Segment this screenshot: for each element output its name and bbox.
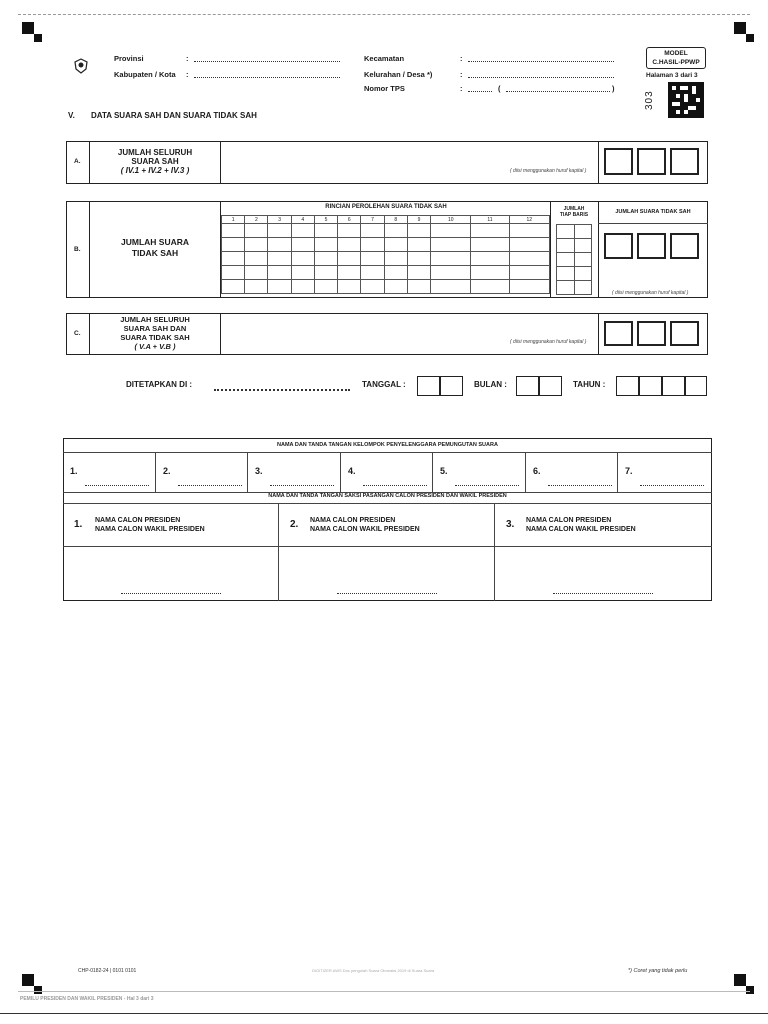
row-b-digit-tens[interactable] xyxy=(637,233,666,259)
provinsi-field[interactable] xyxy=(194,61,340,62)
row-a-title-1: JUMLAH SELURUH xyxy=(117,148,193,157)
col-header-9: 9 xyxy=(407,216,430,224)
rincian-cell[interactable] xyxy=(338,224,361,238)
row-c-title-3: SUARA TIDAK SAH xyxy=(120,333,190,342)
tps-label: Nomor TPS xyxy=(364,84,405,93)
jumlah-tiap-baris-cell[interactable] xyxy=(574,225,592,239)
jumlah-tiap-baris-grid xyxy=(556,224,592,295)
tps-paren-open: ( xyxy=(498,84,501,93)
row-b-digit-units[interactable] xyxy=(670,233,699,259)
col-header-2: 2 xyxy=(245,216,268,224)
rincian-cell[interactable] xyxy=(314,266,337,280)
rincian-cell[interactable] xyxy=(268,224,291,238)
kelurahan-field[interactable] xyxy=(468,77,614,78)
rincian-cell[interactable] xyxy=(471,224,509,238)
rincian-cell[interactable] xyxy=(471,252,509,266)
saksi-signature-3[interactable] xyxy=(553,593,653,594)
colon: : xyxy=(460,70,463,79)
kpu-logo-icon xyxy=(74,58,88,74)
saksi-signature-1[interactable] xyxy=(121,593,221,594)
kpps-member-number-7: 7. xyxy=(625,466,633,476)
rincian-cell[interactable] xyxy=(471,238,509,252)
rincian-cell[interactable] xyxy=(245,252,268,266)
col-header-4: 4 xyxy=(291,216,314,224)
page-bottom-rule xyxy=(0,1013,768,1014)
rincian-cell[interactable] xyxy=(431,280,471,294)
rincian-cell[interactable] xyxy=(314,238,337,252)
tanggal-digit-2[interactable] xyxy=(440,376,463,396)
colon: : xyxy=(460,84,463,93)
rincian-cell[interactable] xyxy=(314,224,337,238)
saksi-wakil-2: NAMA CALON WAKIL PRESIDEN xyxy=(310,526,420,533)
col-header-5: 5 xyxy=(314,216,337,224)
footer-bottom-line xyxy=(18,991,750,992)
row-c-digit-hundreds[interactable] xyxy=(604,321,633,346)
ditetapkan-label: DITETAPKAN DI : xyxy=(126,380,193,389)
rincian-cell[interactable] xyxy=(291,280,314,294)
jumlah-tiap-baris-cell[interactable] xyxy=(574,267,592,281)
rincian-cell[interactable] xyxy=(338,252,361,266)
kpps-member-signature-6[interactable] xyxy=(548,485,612,486)
jumlah-tiap-baris-cell[interactable] xyxy=(557,239,575,253)
tps-paren-close: ) xyxy=(612,84,615,93)
row-b-digit-header-line xyxy=(598,223,708,224)
rincian-cell[interactable] xyxy=(509,252,549,266)
saksi-cell-2 xyxy=(279,503,495,601)
tps-words-field[interactable] xyxy=(506,91,610,92)
kecamatan-label: Kecamatan xyxy=(364,54,405,63)
jumlah-tiap-baris-row xyxy=(557,225,592,239)
page-indicator: Halaman 3 dari 3 xyxy=(646,72,698,79)
row-c-title-4: ( V.A + V.B ) xyxy=(134,342,176,351)
kpps-member-signature-1[interactable] xyxy=(85,485,149,486)
jumlah-tiap-baris-row xyxy=(557,253,592,267)
rincian-cell[interactable] xyxy=(245,280,268,294)
jumlah-tiap-baris-row xyxy=(557,281,592,295)
kecamatan-field[interactable] xyxy=(468,61,614,62)
saksi-candidate-3 xyxy=(526,516,636,534)
row-a-letter: A. xyxy=(74,158,81,165)
jumlah-tiap-baris-row xyxy=(557,239,592,253)
tahun-digit-3[interactable] xyxy=(662,376,685,396)
rincian-cell[interactable] xyxy=(384,266,407,280)
registration-mark-top-right xyxy=(734,22,746,34)
rincian-column-header-row xyxy=(222,216,550,224)
footer-center-text: DIGITIZER AWS Doc pengolah Suara Otomatis 2019 di Suara Suara xyxy=(312,968,435,973)
rincian-cell[interactable] xyxy=(361,266,384,280)
rincian-cell[interactable] xyxy=(291,266,314,280)
kpps-member-number-4: 4. xyxy=(348,466,356,476)
saksi-number-2: 2. xyxy=(290,519,299,530)
rincian-cell[interactable] xyxy=(431,252,471,266)
row-b-note: ( diisi menggunakan huruf kapital ) xyxy=(612,290,689,296)
rincian-cell[interactable] xyxy=(268,252,291,266)
row-a-title-3: ( IV.1 + IV.2 + IV.3 ) xyxy=(120,166,190,175)
rincian-cell[interactable] xyxy=(361,252,384,266)
row-a-digit-tens[interactable] xyxy=(637,148,666,175)
rincian-cell[interactable] xyxy=(384,238,407,252)
rincian-row xyxy=(222,266,550,280)
saksi-candidate-1 xyxy=(95,516,205,534)
kpps-member-cell-3 xyxy=(248,452,341,492)
saksi-presiden-2: NAMA CALON PRESIDEN xyxy=(310,517,396,524)
row-a-digit-hundreds[interactable] xyxy=(604,148,633,175)
rincian-cell[interactable] xyxy=(338,238,361,252)
row-a-words-field[interactable] xyxy=(222,142,598,183)
saksi-candidate-2 xyxy=(310,516,420,534)
rincian-cell[interactable] xyxy=(314,280,337,294)
row-c-letter: C. xyxy=(74,330,81,337)
saksi-signature-2[interactable] xyxy=(337,593,437,594)
rincian-cell[interactable] xyxy=(361,224,384,238)
rincian-cell[interactable] xyxy=(314,252,337,266)
row-a-note: ( diisi menggunakan huruf kapital ) xyxy=(510,168,587,174)
jumlah-tiap-baris-cell[interactable] xyxy=(574,281,592,295)
jumlah-suara-tidak-sah-label: JUMLAH SUARA TIDAK SAH xyxy=(615,209,691,215)
jumlah-tiap-baris-cell[interactable] xyxy=(574,239,592,253)
rincian-cell[interactable] xyxy=(222,224,245,238)
rincian-cell[interactable] xyxy=(431,266,471,280)
rincian-cell[interactable] xyxy=(268,280,291,294)
col-header-3: 3 xyxy=(268,216,291,224)
rincian-cell[interactable] xyxy=(291,252,314,266)
rincian-cell[interactable] xyxy=(361,280,384,294)
col-header-8: 8 xyxy=(384,216,407,224)
tahun-digit-1[interactable] xyxy=(616,376,639,396)
saksi-cell-1 xyxy=(63,503,279,601)
vertical-code: 303 xyxy=(644,90,655,110)
col-header-7: 7 xyxy=(361,216,384,224)
rincian-cell[interactable] xyxy=(222,266,245,280)
rincian-cell[interactable] xyxy=(245,224,268,238)
model-box xyxy=(646,47,706,69)
tps-number-field[interactable] xyxy=(468,91,492,92)
rincian-cell[interactable] xyxy=(509,224,549,238)
tahun-label: TAHUN : xyxy=(573,380,606,389)
jumlah-label: JUMLAH xyxy=(563,206,585,212)
registration-mark-bottom-left-b xyxy=(34,986,42,994)
rincian-cell[interactable] xyxy=(361,238,384,252)
rincian-cell[interactable] xyxy=(384,280,407,294)
rincian-table xyxy=(221,215,550,294)
kpps-member-number-6: 6. xyxy=(533,466,541,476)
rincian-row xyxy=(222,224,550,238)
rincian-cell[interactable] xyxy=(222,252,245,266)
saksi-number-1: 1. xyxy=(74,519,83,530)
kpps-member-cell-4 xyxy=(341,452,433,492)
section-number: V. xyxy=(68,111,75,120)
rincian-cell[interactable] xyxy=(222,280,245,294)
kelurahan-label: Kelurahan / Desa *) xyxy=(364,70,433,79)
rincian-cell[interactable] xyxy=(384,252,407,266)
tanggal-digit-1[interactable] xyxy=(417,376,440,396)
row-c-title-2: SUARA SAH DAN xyxy=(123,324,187,333)
row-b-title-1: JUMLAH SUARA xyxy=(121,237,189,247)
jumlah-tiap-baris-cell[interactable] xyxy=(557,253,575,267)
rincian-cell[interactable] xyxy=(509,238,549,252)
cut-line xyxy=(18,14,750,15)
saksi-cell-3 xyxy=(495,503,712,601)
row-a-title-cell xyxy=(90,141,221,184)
rincian-cell[interactable] xyxy=(222,238,245,252)
rincian-cell[interactable] xyxy=(509,266,549,280)
colon: : xyxy=(460,54,463,63)
kpps-title: NAMA DAN TANDA TANGAN KELOMPOK PENYELENGGARA PEMUNGUTAN SUARA xyxy=(277,442,498,448)
row-c-title-cell xyxy=(90,313,221,355)
registration-mark-bottom-right xyxy=(734,974,746,986)
rincian-cell[interactable] xyxy=(268,266,291,280)
col-header-11: 11 xyxy=(471,216,509,224)
kpps-member-cell-7 xyxy=(618,452,712,492)
col-header-12: 12 xyxy=(509,216,549,224)
kpps-member-cell-1 xyxy=(63,452,156,492)
saksi-number-3: 3. xyxy=(506,519,515,530)
rincian-cell[interactable] xyxy=(291,224,314,238)
bulan-digit-1[interactable] xyxy=(516,376,539,396)
jumlah-tiap-baris-cell[interactable] xyxy=(557,267,575,281)
rincian-header: RINCIAN PEROLEHAN SUARA TIDAK SAH xyxy=(325,204,447,210)
kpps-member-signature-7[interactable] xyxy=(640,485,704,486)
row-b-digit-hundreds[interactable] xyxy=(604,233,633,259)
kpps-member-signature-3[interactable] xyxy=(270,485,334,486)
registration-mark-top-right-b xyxy=(746,34,754,42)
rincian-grid xyxy=(221,215,550,294)
row-a-digit-units[interactable] xyxy=(670,148,699,175)
bulan-digit-2[interactable] xyxy=(539,376,562,396)
col-header-6: 6 xyxy=(338,216,361,224)
model-label: MODEL xyxy=(664,50,688,57)
row-c-digit-units[interactable] xyxy=(670,321,699,346)
footer-right-note: *) Coret yang tidak perlu xyxy=(628,968,688,974)
kpps-member-number-3: 3. xyxy=(255,466,263,476)
row-c-digit-tens[interactable] xyxy=(637,321,666,346)
rincian-row xyxy=(222,238,550,252)
footer-bottom-text: PEMILU PRESIDEN DAN WAKIL PRESIDEN - Hal 3 dari 3 xyxy=(20,996,154,1002)
saksi-wakil-3: NAMA CALON WAKIL PRESIDEN xyxy=(526,526,636,533)
rincian-cell[interactable] xyxy=(338,280,361,294)
row-b-title-2: TIDAK SAH xyxy=(131,248,179,258)
rincian-cell[interactable] xyxy=(338,266,361,280)
ditetapkan-field[interactable] xyxy=(214,389,350,391)
rincian-cell[interactable] xyxy=(407,266,430,280)
jumlah-tiap-baris-cell[interactable] xyxy=(557,225,575,239)
tahun-digit-2[interactable] xyxy=(639,376,662,396)
rincian-cell[interactable] xyxy=(407,238,430,252)
kabupaten-field[interactable] xyxy=(194,77,340,78)
colon: : xyxy=(186,54,189,63)
footer-code: CHP-0182-24 | 0101 0101 xyxy=(78,968,137,974)
kpps-member-signature-2[interactable] xyxy=(178,485,242,486)
rincian-cell[interactable] xyxy=(431,238,471,252)
jumlah-tiap-baris-cell[interactable] xyxy=(557,281,575,295)
row-a-title-2: SUARA SAH xyxy=(131,157,179,166)
registration-mark-top-left xyxy=(22,22,34,34)
kabupaten-label: Kabupaten / Kota xyxy=(114,70,176,79)
rincian-cell[interactable] xyxy=(245,238,268,252)
tanggal-label: TANGGAL : xyxy=(362,380,406,389)
rincian-cell[interactable] xyxy=(471,280,509,294)
col-header-10: 10 xyxy=(431,216,471,224)
colon: : xyxy=(186,70,189,79)
rincian-row xyxy=(222,280,550,294)
saksi-wakil-1: NAMA CALON WAKIL PRESIDEN xyxy=(95,526,205,533)
row-b-title-cell xyxy=(90,201,221,298)
model-code: C.HASIL-PPWP xyxy=(652,59,700,66)
kpps-member-cell-5 xyxy=(433,452,526,492)
registration-mark-bottom-right-b xyxy=(746,986,754,994)
kpps-member-signature-4[interactable] xyxy=(363,485,427,486)
kpps-member-number-1: 1. xyxy=(70,466,78,476)
jumlah-tiap-baris-table xyxy=(556,224,592,295)
rincian-row xyxy=(222,252,550,266)
section-title: DATA SUARA SAH DAN SUARA TIDAK SAH xyxy=(91,111,257,120)
rincian-cell[interactable] xyxy=(407,252,430,266)
rincian-cell[interactable] xyxy=(384,224,407,238)
registration-mark-top-left-b xyxy=(34,34,42,42)
rincian-cell[interactable] xyxy=(471,266,509,280)
registration-mark-bottom-left xyxy=(22,974,34,986)
kpps-member-signature-5[interactable] xyxy=(455,485,519,486)
rincian-cell[interactable] xyxy=(407,280,430,294)
kpps-member-cell-2 xyxy=(156,452,248,492)
jumlah-tiap-baris-label xyxy=(550,206,598,218)
bulan-label: BULAN : xyxy=(474,380,507,389)
rincian-cell[interactable] xyxy=(268,238,291,252)
provinsi-label: Provinsi xyxy=(114,54,144,63)
rincian-cell[interactable] xyxy=(245,266,268,280)
rincian-cell[interactable] xyxy=(431,224,471,238)
row-c-note: ( diisi menggunakan huruf kapital ) xyxy=(510,339,587,345)
kpps-member-cell-6 xyxy=(526,452,618,492)
tiap-baris-label: TIAP BARIS xyxy=(559,212,589,218)
row-c-words-field[interactable] xyxy=(222,314,598,354)
col-header-1: 1 xyxy=(222,216,245,224)
kpps-member-number-5: 5. xyxy=(440,466,448,476)
saksi-presiden-1: NAMA CALON PRESIDEN xyxy=(95,517,181,524)
rincian-cell[interactable] xyxy=(407,224,430,238)
rincian-cell[interactable] xyxy=(509,280,549,294)
tahun-digit-4[interactable] xyxy=(685,376,707,396)
jumlah-tiap-baris-cell[interactable] xyxy=(574,253,592,267)
qr-code-icon xyxy=(668,82,704,118)
saksi-title: NAMA DAN TANDA TANGAN SAKSI PASANGAN CALON PRESIDEN DAN WAKIL PRESIDEN xyxy=(268,493,507,499)
row-c-title-1: JUMLAH SELURUH xyxy=(120,315,190,324)
rincian-cell[interactable] xyxy=(291,238,314,252)
jumlah-tiap-baris-row xyxy=(557,267,592,281)
kpps-member-number-2: 2. xyxy=(163,466,171,476)
saksi-presiden-3: NAMA CALON PRESIDEN xyxy=(526,517,612,524)
row-b-letter: B. xyxy=(74,246,81,253)
